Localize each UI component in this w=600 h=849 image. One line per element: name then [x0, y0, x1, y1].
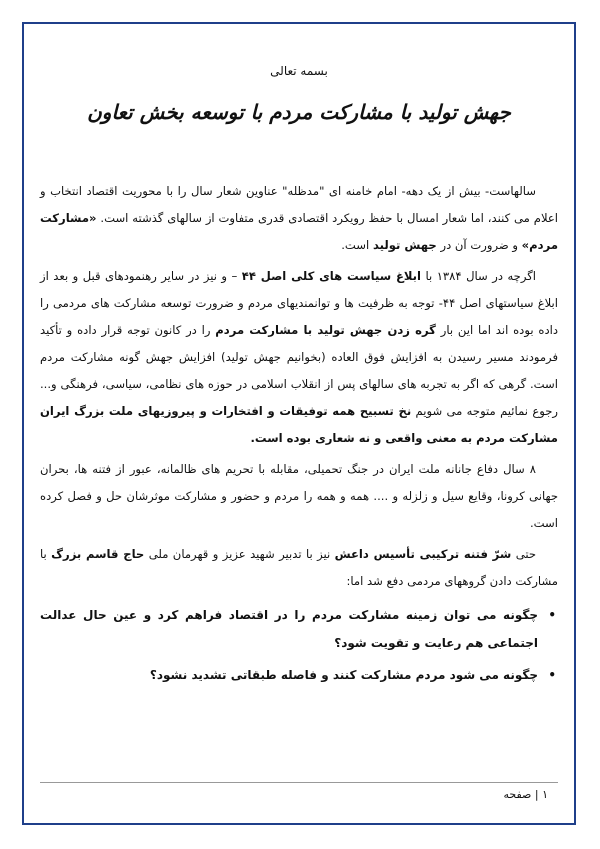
basmala-heading: بسمه تعالی [270, 64, 328, 78]
p2-text-e: را در کانون توجه قرار داده و تأکید فرمودند مسیر رسیدن به افزایش فوق العاده (بخوانیم جهش تولید) افزایش جهش گونه مشارکت مردم است. گرهی که اگر به تجربه های سالهای پس از انقلاب اسلامی در حوزه های نظامی، سیاسی، فرهنگی و... رجوع نمائیم متوجه می شویم [40, 323, 558, 418]
p1-bold-d: جهش تولید [372, 238, 437, 252]
page-number: ۱ [542, 788, 548, 801]
p1-text-e: است. [341, 238, 373, 252]
p2-bold-b: ابلاغ سیاست های کلی اصل ۴۴ [241, 269, 421, 283]
page-footer [503, 788, 548, 801]
p4-text-a: حتی [511, 547, 537, 561]
p1-text-c: و ضرورت آن در [436, 238, 522, 252]
question-list [40, 601, 558, 689]
p2-bold-f: نخ تسبیح همه توفیقات و افتخارات و پیروزیهای ملت بزرگ ایران مشارکت مردم به معنی واقعی و نه شعاری بوده است. [40, 404, 558, 445]
question-item [40, 661, 556, 689]
paragraph-3: ۸ سال دفاع جانانه ملت ایران در جنگ تحمیلی، مقابله با تحریم های ظالمانه، عبور از فتنه ها، بحران جهانی کرونا، وقایع سیل و زلزله و .... همه و همه را مردم و حضور و مشارکت موثرشان حل و فصل کرده است. [40, 462, 558, 530]
document-title: جهش تولید با مشارکت مردم با توسعه بخش تعاون [87, 100, 511, 124]
document-page [40, 30, 558, 820]
paragraph-4 [40, 541, 558, 595]
p1-text-a: سالهاست- بیش از یک دهه- امام خامنه ای "مدظله" عناوین شعار سال را با محوریت اقتصاد انتخاب و اعلام می کنند، اما شعار امسال با حفظ رویکرد اقتصادی قدری متفاوت از سالهای گذشته است. [40, 184, 558, 225]
p4-text-c: نیز با تدبیر شهید عزیز و قهرمان ملی [144, 547, 335, 561]
document-body [40, 178, 558, 693]
p1-bold-b: «مشارکت مردم» [40, 211, 558, 252]
p2-text-c: – و نیز در سایر رهنمودهای قبل و بعد از ابلاغ سیاستهای اصل ۴۴- توجه به ظرفیت ها و توانمندیهای مردم و ضرورت توسعه مشارکت های مردمی را داده بوده اند اما این بار [40, 269, 558, 337]
paragraph-2 [40, 263, 558, 452]
p2-text-a: اگرچه در سال ۱۳۸۴ با [421, 269, 536, 283]
p4-text-e: با مشارکت دادن گروههای مردمی دفع شد اما: [40, 547, 558, 588]
page-label: صفحه [503, 788, 532, 801]
bullet-icon: • [548, 668, 556, 682]
footer-divider [40, 782, 558, 783]
question-item [40, 601, 556, 657]
p2-bold-d: گره زدن جهش تولید با مشارکت مردم [215, 323, 436, 337]
p4-bold-b: شرّ فتنه ترکیبی تأسیس داعش [334, 547, 512, 561]
paragraph-1 [40, 178, 558, 259]
footer-separator: | [534, 788, 539, 801]
p4-bold-d: حاج قاسم بزرگ [51, 547, 145, 561]
bullet-icon: • [548, 608, 556, 622]
question-text: چگونه می شود مردم مشارکت کنند و فاصله طبقاتی تشدید نشود؟ [149, 668, 538, 682]
question-text: چگونه می توان زمینه مشارکت مردم را در اقتصاد فراهم کرد و عین حال عدالت اجتماعی هم رعایت و تقویت شود؟ [40, 608, 538, 650]
